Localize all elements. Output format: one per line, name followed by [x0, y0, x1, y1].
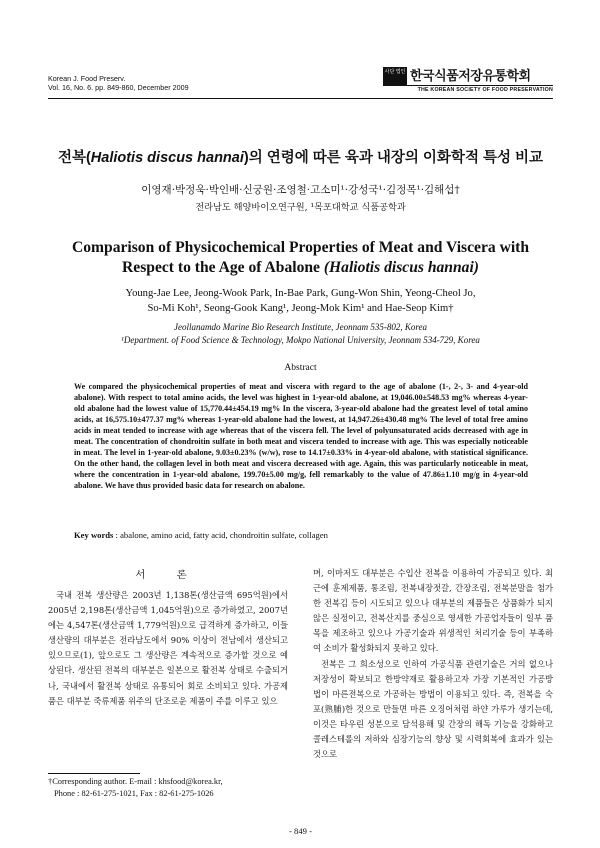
korean-title-suffix: )의 연령에 따른 육과 내장의 이화학적 특성 비교 [243, 150, 544, 166]
paragraph: 국내 전복 생산량은 2003년 1,138톤(생산금액 695억원)에서 2005년 2,198톤(생산금액 1,045억원)으로 증가하였고, 2007년에는 4,547톤(생산금액 1,779억원)으로 급격하게 증가하고, 이들 생산량의 대부분은 전라남도에서 90% 이상이 전남에서 생산되고 있으므로(1), 앞으로도 그 생산량은 계속적으로 증가할 것으로 예상된다. 생산된 전복의 대부분은 일본으로 활전복 상태로 수출되거나, 국내에서 활전복 상태로 유통되어 회로 소비되고 있다. 가공제품은 대부분 죽류제품 위주의 단조로운 제품이 주를 이루고 있으 [48, 590, 288, 706]
english-affiliation1: Jeollanamdo Marine Bio Research Institute, Jeonnam 535-802, Korea [173, 322, 428, 332]
korean-title-prefix: 전복( [57, 150, 91, 166]
english-authors [48, 286, 553, 316]
english-affiliation2: ¹Department. of Food Science & Technology, Mokpo National University, Jeonnam 534-729, Korea [121, 335, 480, 345]
english-authors-line2: So-Mi Koh¹, Seong-Gook Kang¹, Jeong-Mok Kim¹ and Hae-Seop Kim† [147, 303, 454, 314]
paragraph: 전복은 그 희소성으로 인하여 가공식품 관련기술은 거의 없으나 저장성이 확보되고 한방약재로 활용하고자 가장 기본적인 가공방법이 마른전복으로 가공하는 방법이 이용되고 있다. 즉, 전복을 숙포(熟脯)한 것으로 만들면 마른 오징어처럼 하얀 가루가 생기는데, 이것은 타우린 성분으로 담석용해 및 간장의 해독 기능을 강화하고 콜레스테롤의 저하와 심장기능의 향상 및 시력회복에 효과가 있는 것으로 [313, 658, 553, 760]
korean-authors: 이영재·박정욱·박인배·신궁원·조영철·고소미¹·강성국¹·김정목¹·김해섭† [141, 184, 460, 196]
english-affiliation [48, 321, 553, 347]
logo-mark: 사단 법인 [383, 67, 407, 85]
footnote-line2: Phone : 82-61-275-1021, Fax : 82-61-275-1026 [54, 789, 214, 798]
journal-volume: Vol. 16, No. 6. pp. 849-860, December 2009 [48, 83, 189, 92]
english-authors-line1: Young-Jae Lee, Jeong-Wook Park, In-Bae Park, Gung-Won Shin, Yeong-Cheol Jo, [125, 288, 476, 299]
body-column-left [48, 588, 288, 709]
logo-korean-name: 한국식품저장유통학회 [410, 68, 531, 83]
society-logo [383, 63, 553, 95]
korean-title-species: Haliotis discus hannai [90, 150, 244, 166]
footnote-line1: †Corresponding author. E-mail : khsfood@korea.kr, [48, 777, 223, 786]
logo-english-name: THE KOREAN SOCIETY OF FOOD PRESERVATION [383, 85, 553, 93]
journal-name: Korean J. Food Preserv. [48, 74, 126, 83]
english-title [48, 238, 553, 278]
section-heading-introduction: 서 론 [135, 569, 201, 581]
body-column-right [313, 566, 553, 762]
korean-affiliation: 전라남도 해양바이오연구원, ¹목포대학교 식품공학과 [195, 202, 406, 213]
korean-title [48, 146, 553, 167]
english-title-line2: Respect to the Age of Abalone (Haliotis discus hannai) [122, 259, 479, 276]
english-title-species: (Haliotis discus hannai) [323, 259, 479, 276]
page-number: - 849 - [289, 826, 312, 836]
keywords-label: Key words [74, 530, 114, 540]
footnote-rule [48, 773, 140, 774]
keywords-list: : abalone, amino acid, fatty acid, chondroitin sulfate, collagen [115, 530, 328, 540]
keywords [74, 530, 534, 540]
journal-citation [48, 74, 189, 92]
abstract-body: We compared the physicochemical properties of meat and viscera with regard to the age of abalone (1-, 2-, 3- and 4-year-old abalone). With respect to total amino acids, the level was highest in 1-year-old abalone, at 19,046.00±548.53 mg% whereas 4-year-old abalone had the lowest value of 15,770.44±454.19 mg% In the viscera, 3-year-old abalone had the greatest level of total amino acids, at 16,575.10±477.37 mg% whereas 1-year-old abalone had the lowest, at 14,947.26±430.48 mg% The level of total free amino acids in meat tended to increase with age whereas that of the viscera fell. The level of polyunsaturated acids decreased with age in meat. The concentration of chondroitin sulfate in both meat and viscera tended to increase with age. This was especially noticeable in meat. The level in 1-year-old abalone, 9.03±0.23% (w/w), rose to 14.17±0.33% in 4-year-old abalone, with statistical significance. On the other hand, the collagen level in both meat and viscera decreased with age. Again, this was particularly noticeable in meat, where the concentration in 1-year-old abalone, 199.70±5.00 mg/g, fell remarkably to the value of 47.86±1.10 mg/g in 4-year-old abalone. We have thus provided basic data for research on abalone. [74, 382, 528, 491]
header-rule [48, 98, 553, 99]
paragraph: 며, 이마저도 대부분은 수입산 전복을 이용하여 가공되고 있다. 최근에 훈제제품, 통조림, 전복내장젓갈, 간장조림, 전복분말을 첨가한 전복김 등이 시도되고 있으나 대부분의 제품들은 상품화가 되지 않은 실정이고, 전복산지를 중심으로 영세한 가공업자들이 일부 품목을 제조하고 있으나 가공기술과 위생적인 처리기술 등이 부족하여 소비가 활성화되지 못하고 있다. [313, 568, 553, 654]
abstract-heading: Abstract [284, 363, 317, 373]
english-title-line1: Comparison of Physicochemical Properties of Meat and Viscera with [71, 239, 530, 256]
corresponding-author-footnote [48, 776, 298, 800]
